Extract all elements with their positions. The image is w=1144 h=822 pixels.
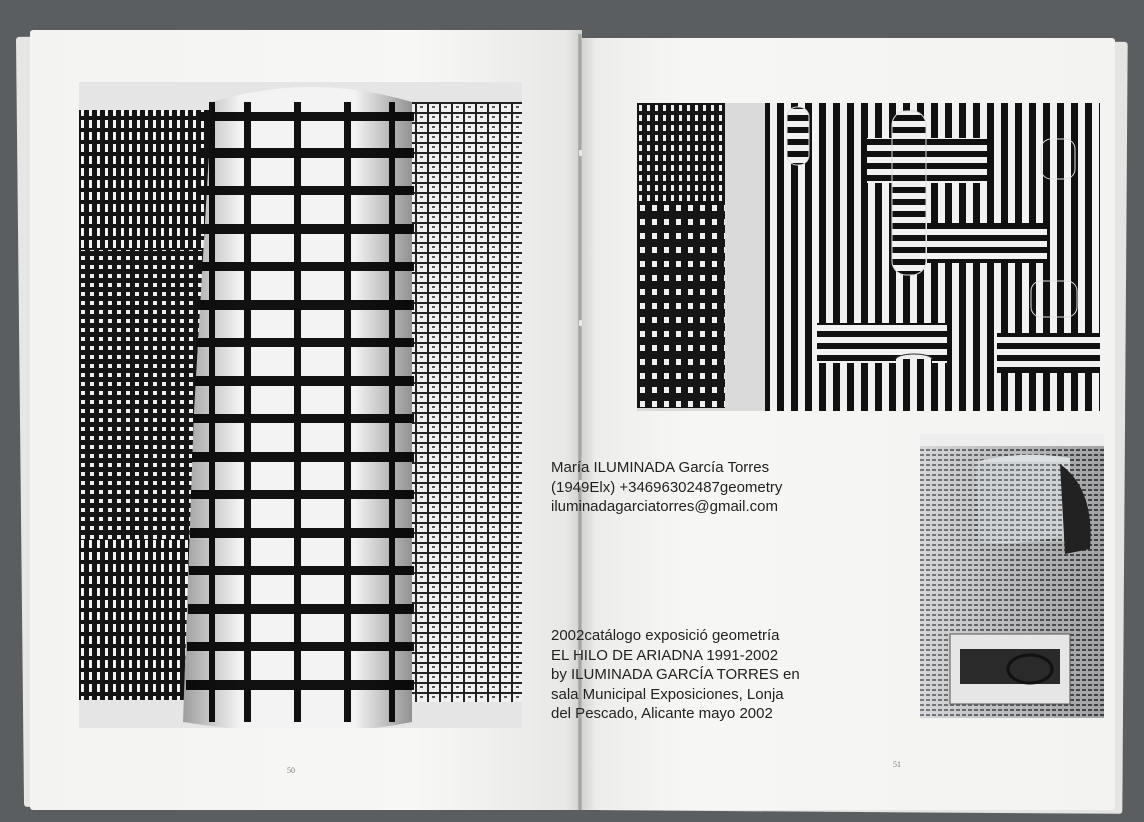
caption-line: EL HILO DE ARIADNA 1991-2002 <box>551 646 779 664</box>
artwork-left-photo <box>79 82 522 728</box>
exhibition-caption <box>551 626 800 724</box>
caption-line: sala Municipal Exposiciones, Lonja <box>551 685 784 703</box>
caption-line: by ILUMINADA GARCÍA TORRES en <box>551 666 800 683</box>
binding-stitch <box>579 320 582 326</box>
caption-line: iluminadagarciatorres@gmail.com <box>551 498 778 515</box>
page-number-right: 51 <box>893 760 901 769</box>
artist-caption <box>551 458 782 517</box>
caption-line: 2002catálogo exposició geometría <box>551 627 780 644</box>
caption-line: del Pescado, Alicante mayo 2002 <box>551 705 773 722</box>
artwork-right-top-photo <box>637 103 1100 411</box>
page-number-left: 50 <box>287 766 295 775</box>
artwork-right-bottom-photo <box>920 434 1104 718</box>
caption-line: María ILUMINADA García Torres <box>551 459 770 476</box>
binding-stitch <box>579 150 582 156</box>
caption-line: (1949Elx) +34696302487geometry <box>551 478 783 496</box>
